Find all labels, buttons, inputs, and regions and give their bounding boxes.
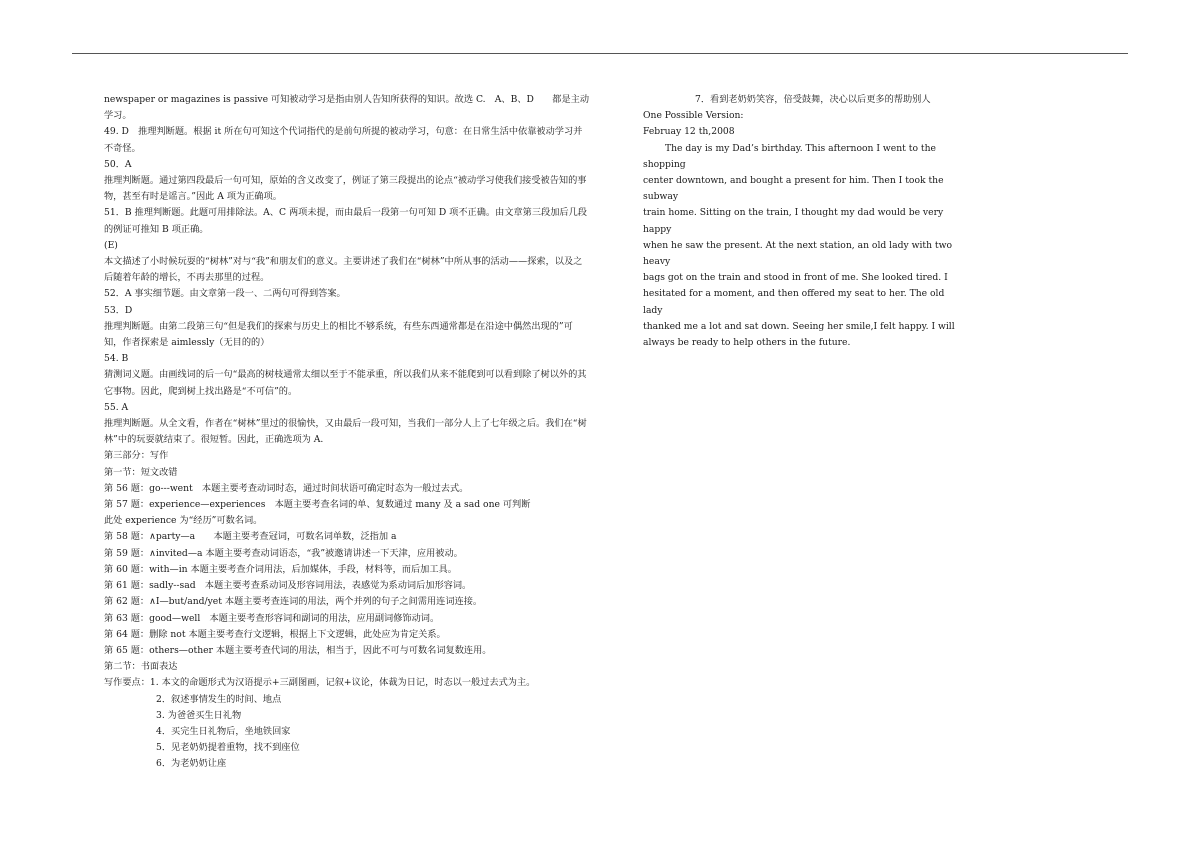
paragraph: 54. B — [104, 353, 129, 365]
paragraph: newspaper or magazines is passive 可知被动学习是指由别人告知所获得的知识。故选 C. A、B、D 都是主动学习。 — [104, 94, 590, 122]
answer-line: 第 62 题：∧I—but/and/yet 本题主要考查连词的用法，两个并列的句子之间需用连词连接。 — [104, 596, 483, 608]
essay-line: The day is my Dad’s birthday. This afternoon I went to the shopping — [643, 142, 936, 170]
answer-line: 第 60 题：with—in 本题主要考查介词用法，后加媒体，手段，材料等，而后加工具。 — [104, 563, 457, 575]
answer-line: 第 59 题：∧invited—a 本题主要考查动词语态，“我”被邀请讲述一下天津，应用被动。 — [104, 547, 463, 559]
essay-line: always be ready to help others in the future. — [643, 337, 851, 349]
essay-line: thanked me a lot and sat down. Seeing her smile,I felt happy. I will — [643, 320, 955, 332]
paragraph: 本文描述了小时候玩耍的“树林”对与“我”和朋友们的意义。主要讲述了我们在“树林”中所从事的活动——探索，以及之后随着年龄的增长，不再去那里的过程。 — [104, 256, 583, 284]
paragraph: 50．A — [104, 158, 132, 170]
answer-line: 第 56 题：go---went 本题主要考查动词时态，通过时间状语可确定时态为一般过去式。 — [104, 482, 469, 494]
writing-point: 5．见老奶奶提着重物，找不到座位 — [156, 742, 300, 754]
paragraph: 49. D 推理判断题。根据 it 所在句可知这个代词指代的是前句所提的被动学习，句意：在日常生活中依靠被动学习并不奇怪。 — [104, 126, 583, 154]
essay-date: Februay 12 th,2008 — [643, 126, 735, 138]
essay-line: bags got on the train and stood in front of me. She looked tired. I — [643, 272, 948, 284]
paragraph: 推理判断题。由第二段第三句“但是我们的探索与历史上的相比不够系统，有些东西通常都是在沿途中偶然出现的”可知，作者探索是 aimlessly（无目的的） — [104, 320, 573, 349]
paragraph: 51．B 推理判断题。此题可用排除法。A、C 两项未提，而由最后一段第一句可知 D 项不正确。由文章第三段加后几段的例证可推知 B 项正确。 — [104, 207, 587, 235]
answer-line: 第 64 题：删除 not 本题主要考查行文逻辑，根据上下文逻辑，此处应为肯定关系。 — [104, 628, 446, 640]
writing-point: 6．为老奶奶让座 — [156, 758, 227, 770]
section-heading: 第一节：短文改错 — [104, 466, 178, 478]
writing-points-intro: 写作要点：1. 本文的命题形式为汉语提示+三副图画，记叙+议论，体裁为日记，时态以一般过去式为主。 — [104, 677, 536, 689]
answer-line: 第 57 题：experience—experiences 本题主要考查名词的单、复数通过 many 及 a sad one 可判断 — [104, 499, 531, 511]
section-heading: 第二节：书面表达 — [104, 661, 178, 673]
essay-heading: One Possible Version: — [643, 110, 744, 122]
writing-point: 7．看到老奶奶笑容，倍受鼓舞，决心以后更多的帮助别人 — [695, 94, 931, 105]
paragraph: 53．D — [104, 304, 133, 316]
answer-line: 此处 experience 为“经历”可数名词。 — [104, 515, 263, 527]
writing-point: 3. 为爸爸买生日礼物 — [156, 709, 242, 721]
writing-point: 4．买完生日礼物后，坐地铁回家 — [156, 725, 291, 737]
essay-line: train home. Sitting on the train, I thought my dad would be very happy — [643, 207, 944, 235]
section-heading: 第三部分：写作 — [104, 450, 169, 462]
paragraph: 55. A — [104, 401, 129, 413]
answer-line: 第 63 题：good—well 本题主要考查形容词和副词的用法，应用副词修饰动词。 — [104, 612, 440, 624]
essay-line: center downtown, and bought a present for him. Then I took the subway — [643, 175, 944, 203]
paragraph: 推理判断题。从全文看，作者在“树林”里过的很愉快，又由最后一段可知，当我们一部分人上了七年级之后。我们在“树林”中的玩耍就结束了。很短暂。因此，正确选项为 A. — [104, 418, 587, 446]
paragraph: 52．A 事实细节题。由文章第一段一、二两句可得到答案。 — [104, 288, 346, 300]
essay-line: hesitated for a moment, and then offered my seat to her. The old lady — [643, 288, 945, 316]
right-column — [643, 92, 958, 351]
essay-line: when he saw the present. At the next station, an old lady with two heavy — [643, 239, 953, 268]
answer-line: 第 65 题：others—other 本题主要考查代词的用法，相当于，因此不可与可数名词复数连用。 — [104, 644, 492, 656]
answer-line: 第 58 题：∧party—a 本题主要考查冠词，可数名词单数，泛指加 a — [104, 531, 397, 543]
paragraph: 猜测词义题。由画线词的后一句“最高的树枝通常太细以至于不能承重，所以我们从来不能爬到可以看到除了树以外的其它事物。因此，爬到树上找出路是“不可信”的。 — [104, 369, 587, 397]
paragraph: (E) — [104, 239, 118, 251]
answer-line: 第 61 题：sadly--sad 本题主要考查系动词及形容词用法，表感觉为系动词后加形容词。 — [104, 580, 472, 592]
page-header-rule — [72, 53, 1128, 54]
left-column — [104, 92, 590, 773]
paragraph: 推理判断题。通过第四段最后一句可知，原始的含义改变了，例证了第三段提出的论点“被动学习使我们接受被告知的事物，甚至有时是谣言。”因此 A 项为正确项。 — [104, 175, 587, 203]
writing-point: 2．叙述事情发生的时间、地点 — [156, 693, 282, 705]
